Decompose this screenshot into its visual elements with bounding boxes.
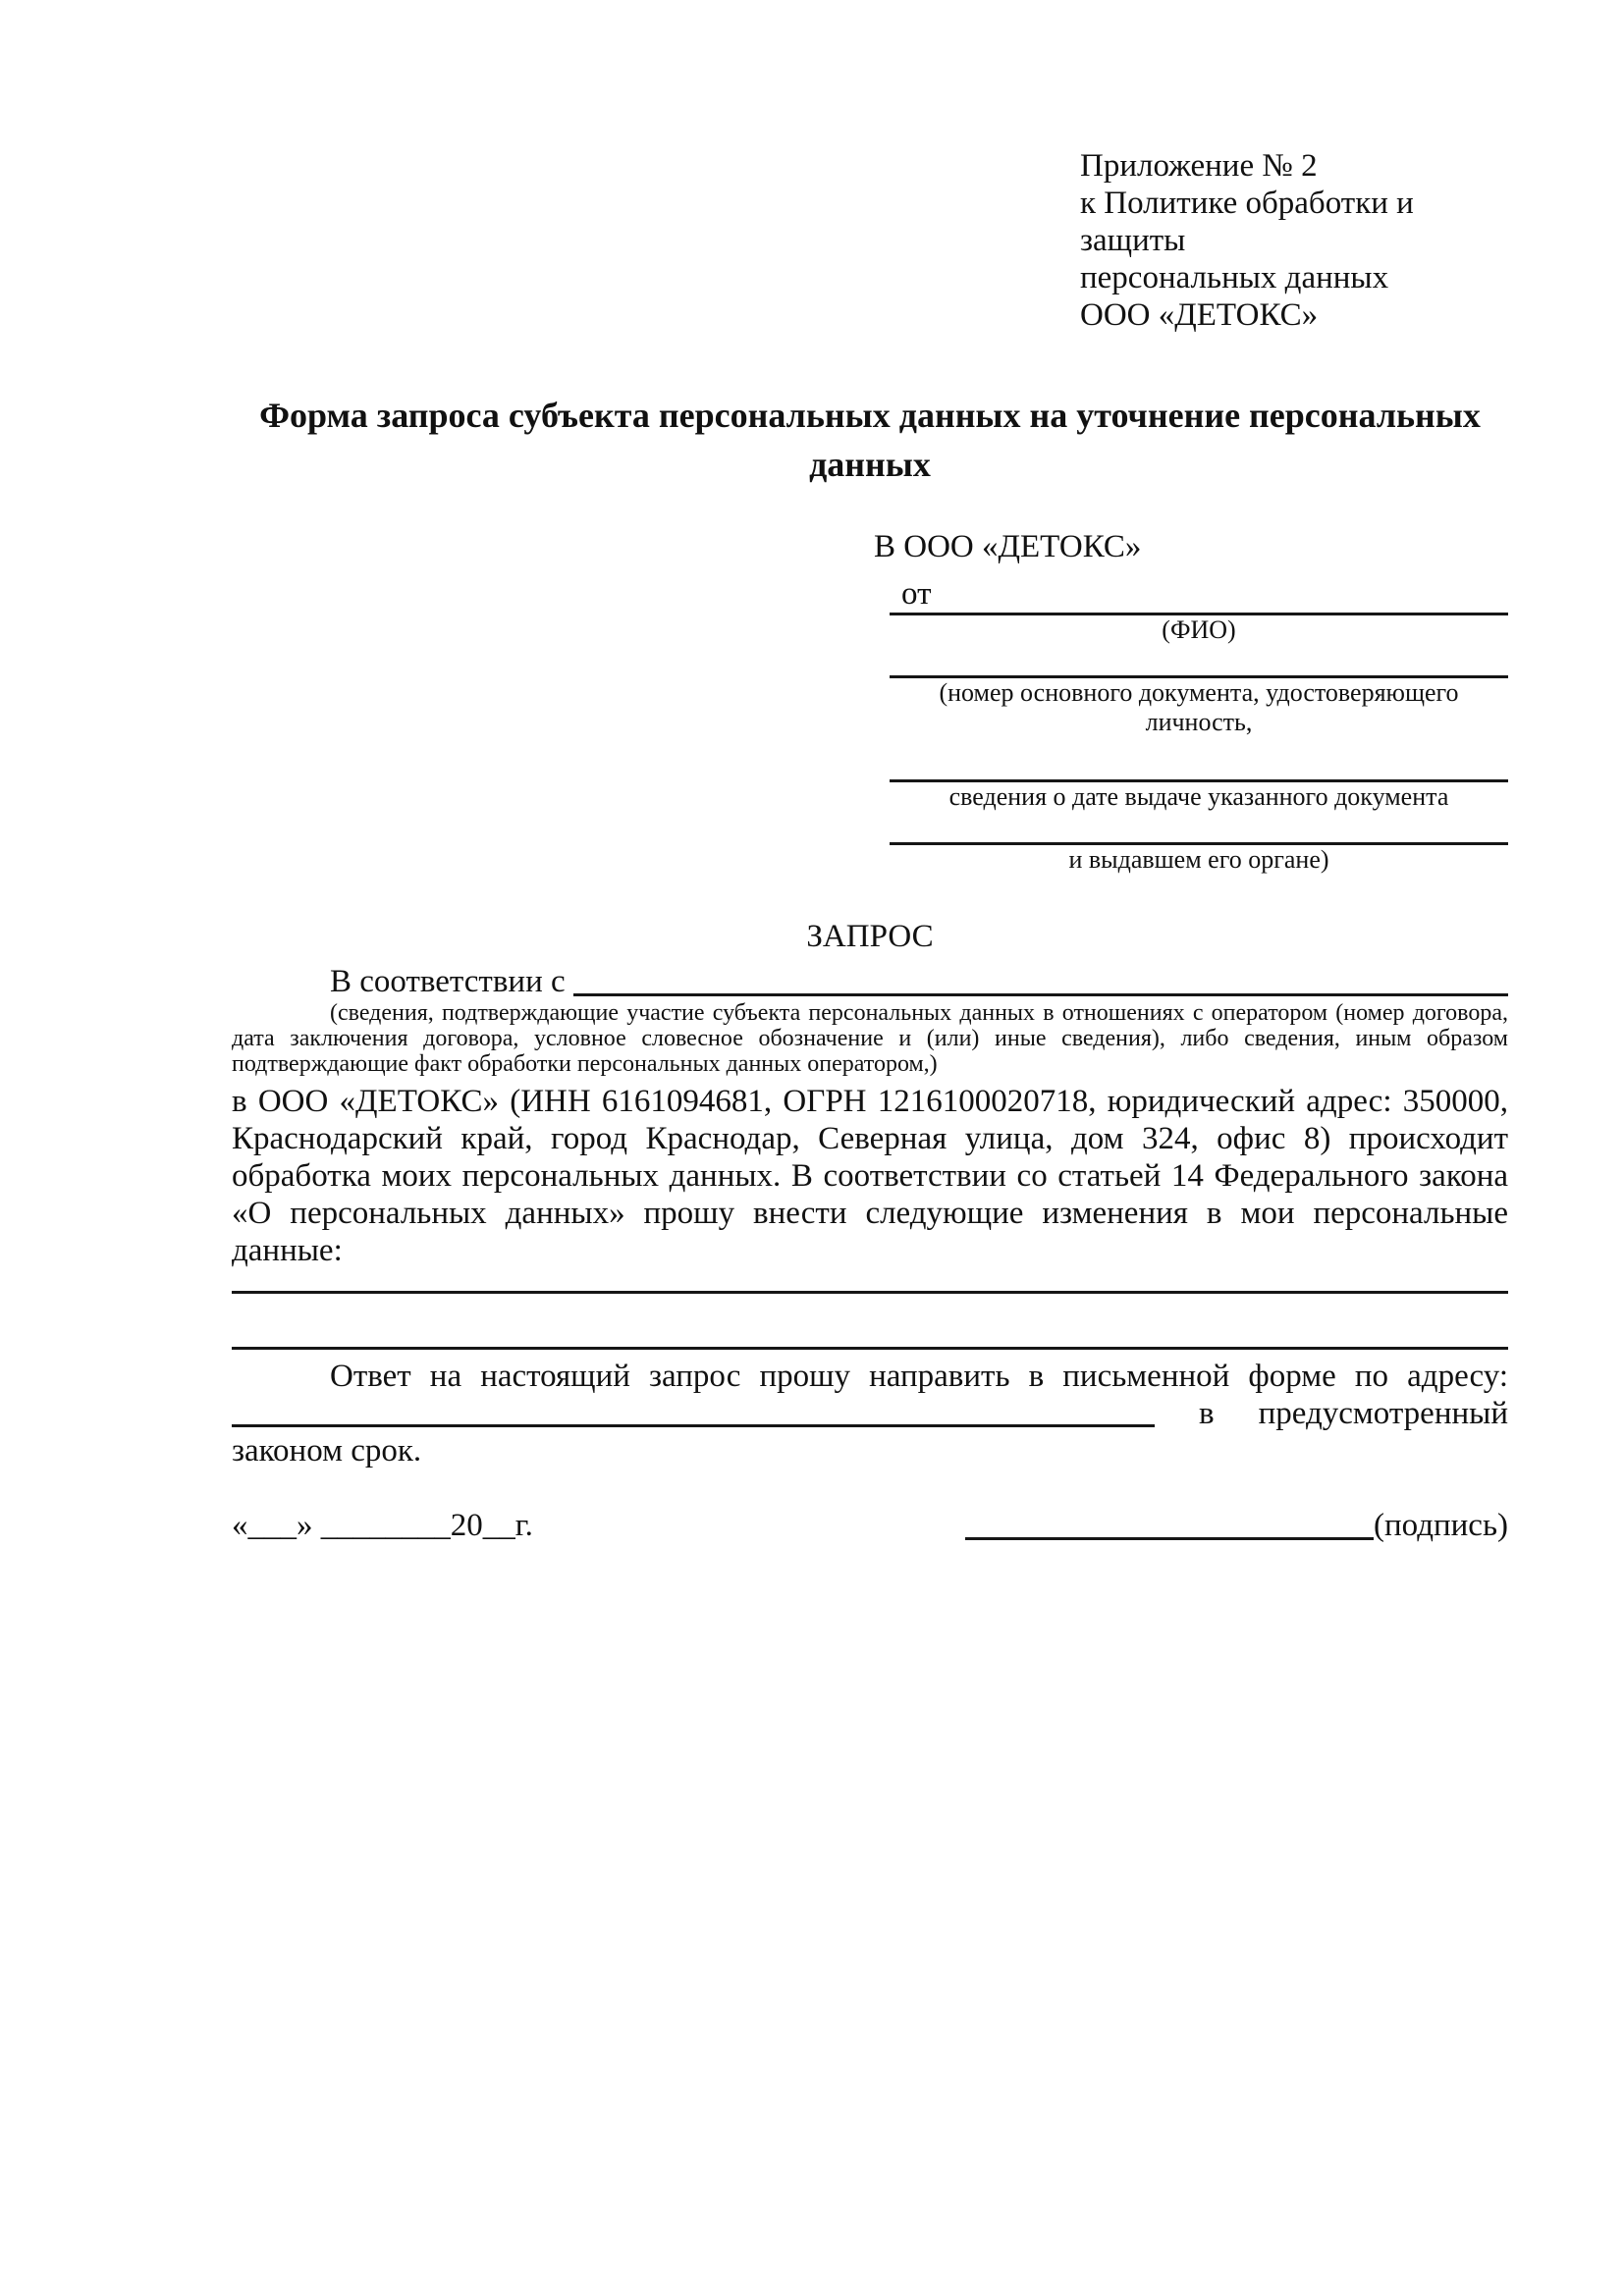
signature-row [232,1507,1508,1544]
address-blank-line [232,1424,1155,1427]
reply-word-stipulated: предусмотренный [1258,1396,1508,1431]
signature-caption: (подпись) [1374,1508,1508,1543]
from-label: от [901,576,932,612]
reply-paragraph-line-3: законом срок. [232,1433,422,1468]
reply-paragraph-line-1: Ответ на настоящий запрос прошу направить в письменной форме по адресу: [330,1359,1508,1394]
signature-area [965,1507,1508,1544]
appendix-header [1080,147,1508,334]
issue-date-caption: сведения о дате выдаче указанного документа [948,782,1449,811]
changes-blank-line-2 [232,1294,1508,1350]
form-title: Форма запроса субъекта персональных данных на уточнение персональных данных [259,396,1481,484]
appendix-header-line: персональных данных [1080,260,1389,295]
issuing-authority-caption: и выдавшем его органе) [1068,845,1329,874]
addressee-to: В ООО «ДЕТОКС» [874,529,1142,564]
basis-explanation-note: (сведения, подтверждающие участие субъекта персональных данных в отношениях с оператором (номер договора, дата заключения договора, условное словесное обозначение и (или) иные сведения), либо сведения, иным образом подтверждающие факт обработки персональных данных оператором,) [232,1000,1508,1077]
basis-row [232,963,1508,1000]
changes-blank-line-1 [232,1269,1508,1294]
basis-blank-line [573,963,1508,996]
request-heading: ЗАПРОС [806,919,934,954]
basis-prefix: В соответствии с [330,964,573,999]
fio-caption: (ФИО) [1162,615,1236,644]
appendix-header-line: к Политике обработки и защиты [1080,186,1414,258]
signature-blank-line [965,1537,1374,1540]
date-blank-text: «___» ________20__г. [232,1508,533,1543]
reply-paragraph-line-2 [232,1395,1508,1432]
document-number-caption: (номер основного документа, удостоверяющего личность, [939,678,1459,736]
appendix-header-line: Приложение № 2 [1080,148,1318,184]
request-body-paragraph: в ООО «ДЕТОКС» (ИНН 6161094681, ОГРН 1216100020718, юридический адрес: 350000, Краснодарский край, город Краснодар, Северная улица, дом 324, офис 8) происходит обработка моих персональных данных. В соответствии со статьей 14 Федерального закона «О персональных данных» прошу внести следующие изменения в мои персональные данные: [232,1084,1508,1268]
appendix-header-line: ООО «ДЕТОКС» [1080,297,1319,333]
reply-word-in: в [1199,1396,1215,1431]
addressee-block [874,528,1508,875]
